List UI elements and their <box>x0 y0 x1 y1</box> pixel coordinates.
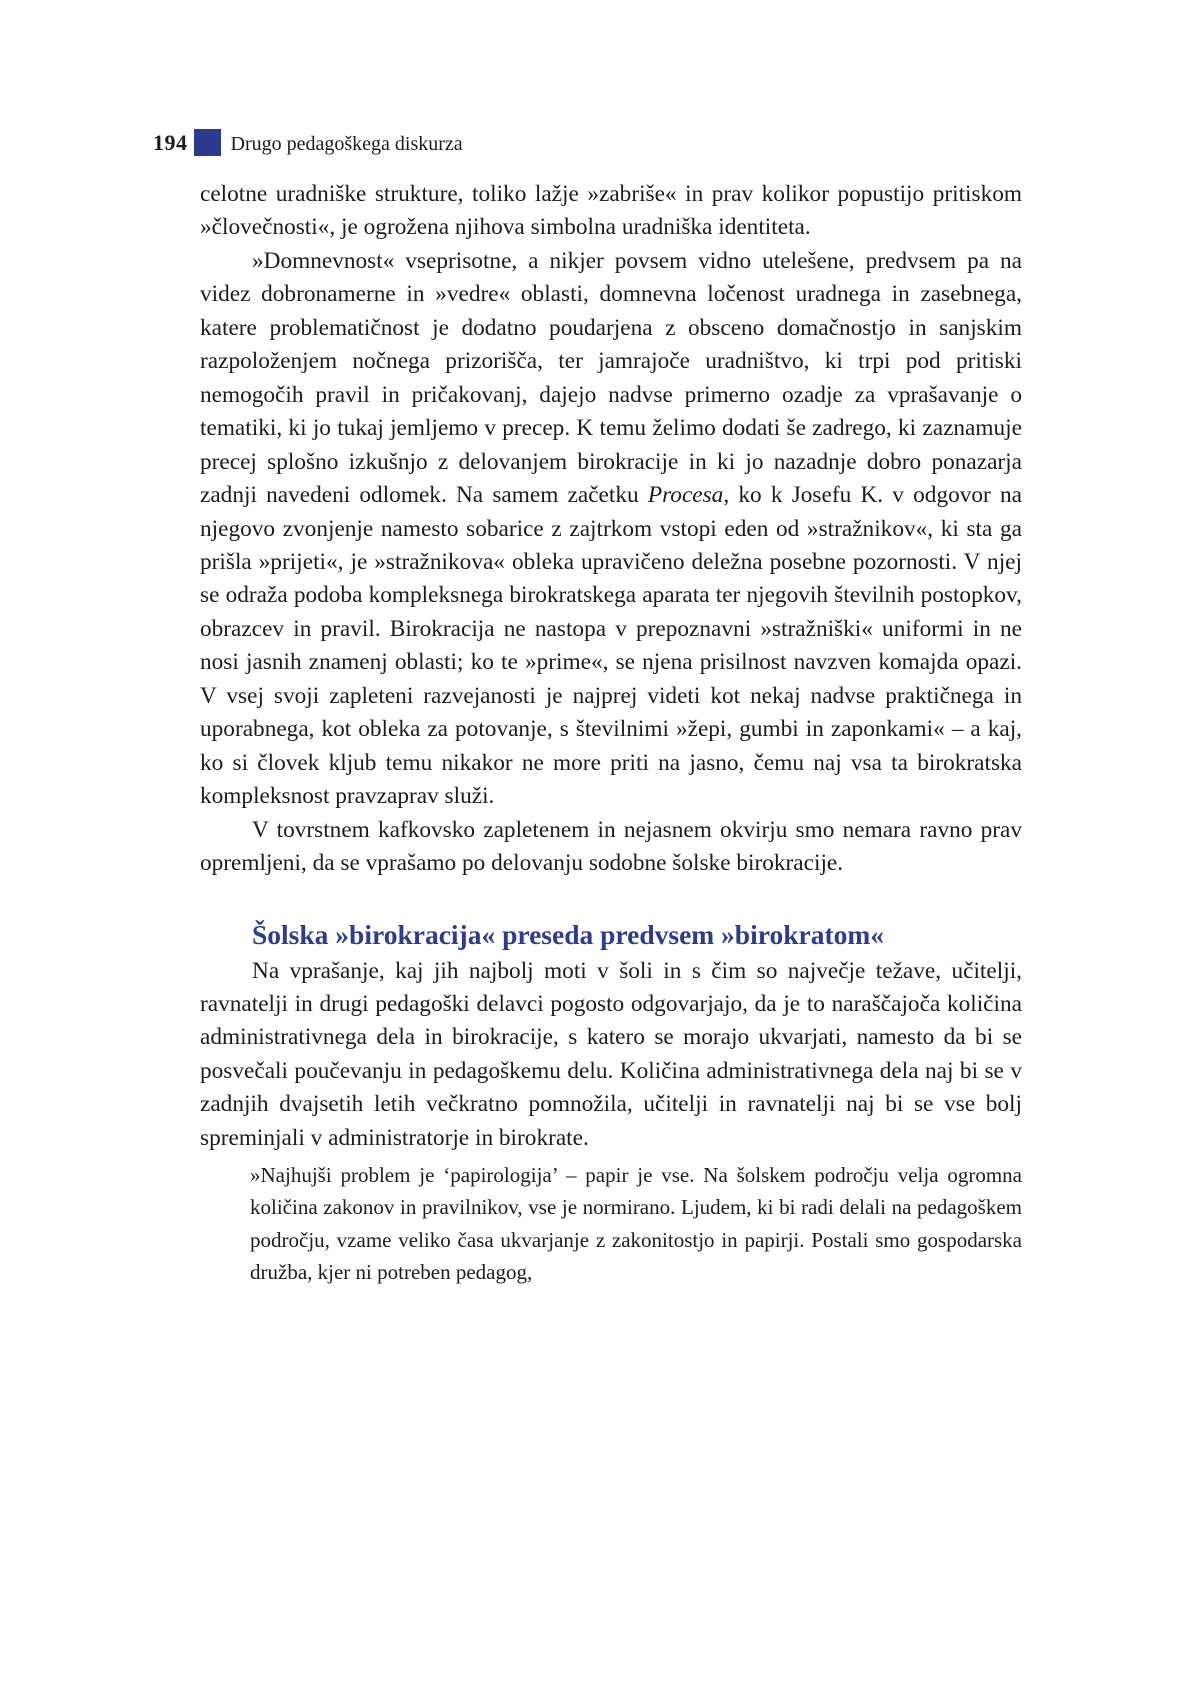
page-body <box>200 178 1022 1288</box>
page-number: 194 <box>153 130 188 155</box>
paragraph-domnevnost <box>200 245 1022 814</box>
running-header <box>153 128 463 156</box>
paragraph-text: , ko k Josefu K. v odgovor na njegovo zvonjenje namesto sobarice z zajtrkom vstopi eden od »stražnikov«, ki sta ga prišla »prijeti«, je »stražnikova« obleka upravičeno deležna posebne pozornosti. V njej se odraža podoba kompleksnega birokratskega aparata ter njegovih številnih postopkov, obrazcev in pravil. Birokracija ne nastopa v prepoznavni »stražniški« uniformi in ne nosi jasnih znamenj oblasti; ko te »prime«, se njena prisilnost navzven komajda opazi. V vsej svoji zapleteni razvejanosti je najprej videti kot nekaj nadvse praktičnega in uporabnega, kot obleka za potovanje, s številnimi »žepi, gumbi in zaponkami« – a kaj, ko si človek kljub temu nikakor ne more priti na jasno, čemu naj vsa ta birokratska kompleksnost pravzaprav služi. <box>200 482 1022 810</box>
section-heading: Šolska »birokracija« preseda predvsem »birokratom« <box>252 918 885 950</box>
running-title: Drugo pedagoškega diskurza <box>230 133 463 155</box>
header-square-marker <box>194 129 221 156</box>
paragraph-kafkovsko: V tovrstnem kafkovsko zapletenem in nejasnem okvirju smo nemara ravno prav opremljeni, da se vprašamo po delovanju sodobne šolske birokracije. <box>200 816 1022 877</box>
paragraph-continued: celotne uradniške strukture, toliko lažje »zabriše« in prav kolikor popustijo pritiskom »človečnosti«, je ogrožena njihova simbolna uradniška identiteta. <box>200 181 1022 241</box>
paragraph-text: »Domnevnost« vseprisotne, a nikjer povsem vidno utelešene, predvsem pa na videz dobronamerne in »vedre« oblasti, domnevna ločenost uradnega in zasebnega, katere problematičnost je dodatno poudarjena z obsceno domačnostjo in sanjskim razpoloženjem nočnega prizorišča, ter jamrajoče uradništvo, ki trpi pod pritiski nemogočih pravil in pričakovanj, dajejo nadvse primerno ozadje za vprašavanje o tematiki, ki jo tukaj jemljemo v precep. K temu želimo dodati še zadrego, ki zaznamuje precej splošno izkušnjo z delovanjem birokracije in ki jo nazadnje dobro ponazarja zadnji navedeni odlomek. Na samem začetku <box>200 247 1022 509</box>
book-title-italic: Procesa <box>647 482 724 509</box>
paragraph-vprasanje: Na vprašanje, kaj jih najbolj moti v šoli in s čim so največje težave, učitelji, ravnatelji in drugi pedagoški delavci pogosto odgovarjajo, da je to naraščajoča količina administrativnega dela in birokracije, s katero se morajo ukvarjati, namesto da bi se posvečali poučevanju in pedagoškemu delu. Količina administrativnega dela naj bi se v zadnjih dvajsetih letih večkratno pomnožila, učitelji in ravnatelji naj bi se vse bolj spreminjali v administratorje in birokrate. <box>200 957 1022 1151</box>
block-quote: »Najhujši problem je ‘papirologija’ – papir je vse. Na šolskem področju velja ogromna količina zakonov in pravilnikov, vse je normirano. Ljudem, ki bi radi delali na pedagoškem področju, vzame veliko časa ukvarjanje z zakonitostjo in papirji. Postali smo gospodarska družba, kjer ni potreben pedagog, <box>250 1163 1022 1284</box>
